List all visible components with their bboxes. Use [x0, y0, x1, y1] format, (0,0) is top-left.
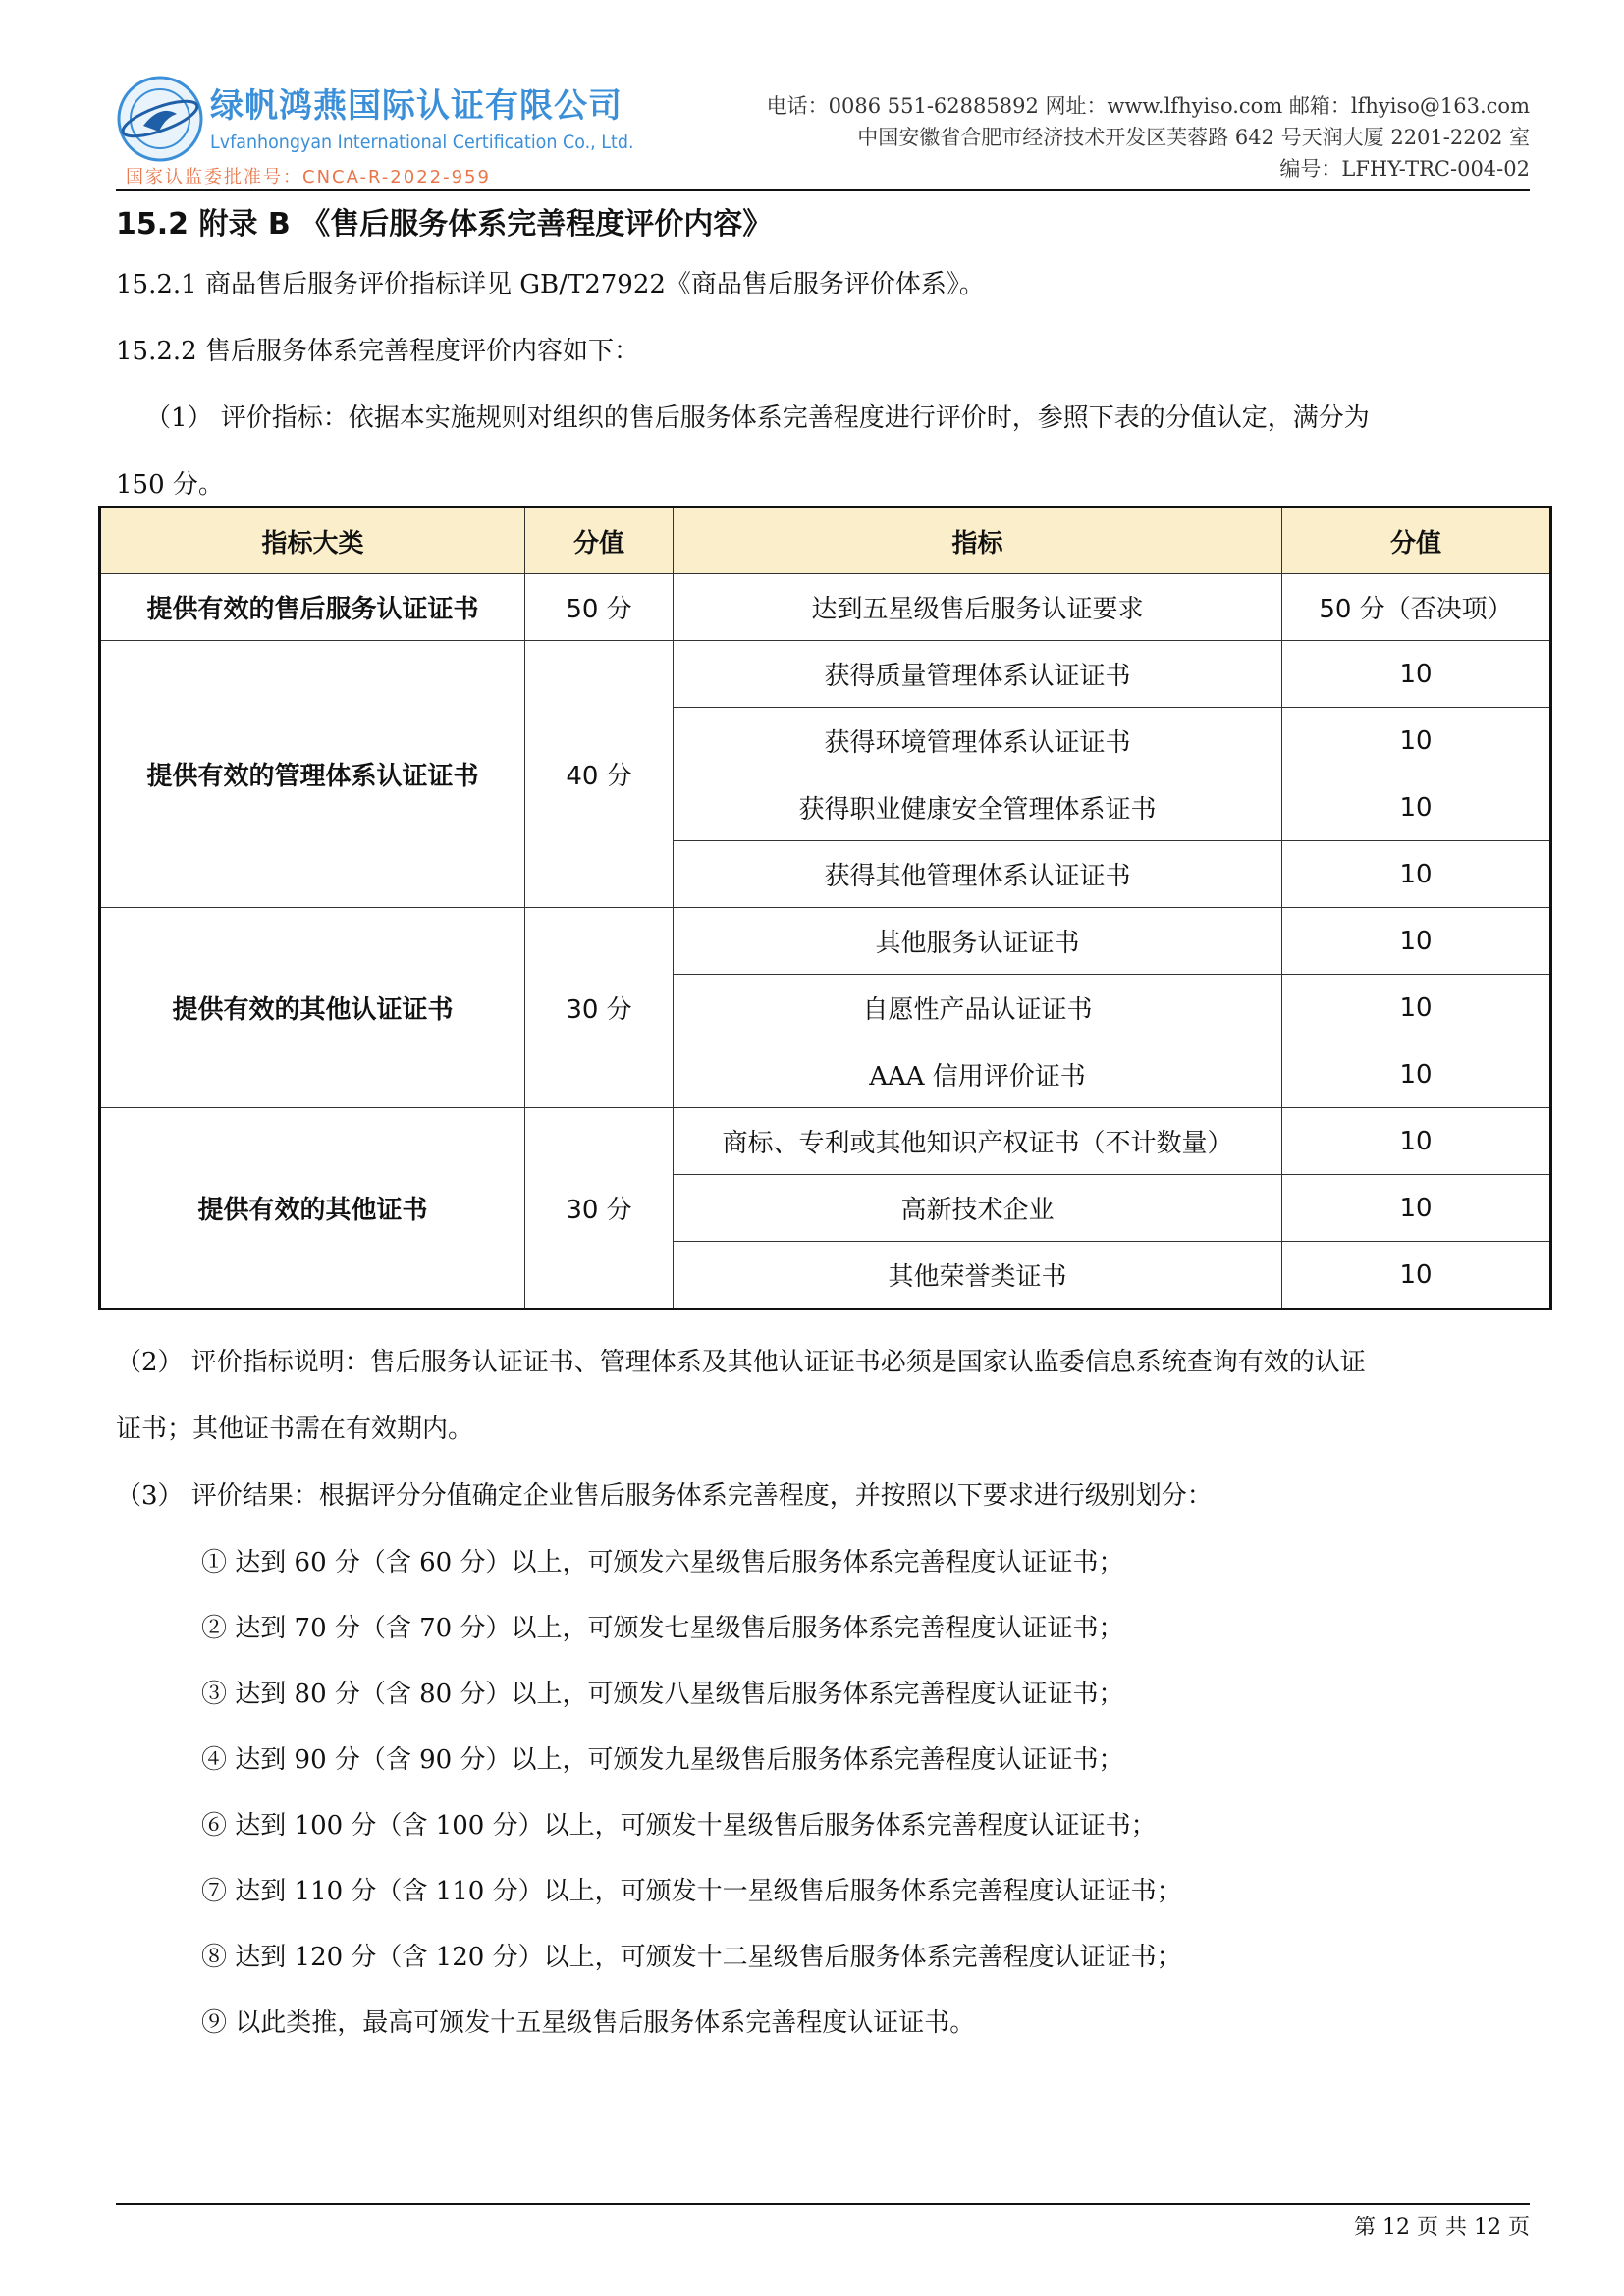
header-category-score: 分值: [525, 507, 674, 574]
paragraph-evaluation-index-cont: 150 分。: [116, 470, 224, 500]
item-score-cell: 10: [1282, 641, 1551, 708]
category-score-cell: 30 分: [525, 908, 674, 1108]
company-logo-icon: [116, 75, 204, 163]
table-row: [100, 641, 1551, 708]
category-score-cell: 30 分: [525, 1108, 674, 1309]
company-name-en: Lvfanhongyan International Certification Co., Ltd.: [210, 132, 634, 153]
header-category: 指标大类: [100, 507, 525, 574]
item-cell: 获得质量管理体系认证证书: [674, 641, 1282, 708]
item-score-cell: 10: [1282, 908, 1551, 975]
item-score-cell: 10: [1282, 975, 1551, 1041]
list-item: ⑦ 达到 110 分（含 110 分）以上，可颁发十一星级售后服务体系完善程度认证证书；: [201, 1877, 1182, 1906]
item-score-cell: 10: [1282, 708, 1551, 774]
paragraph-15-2-2: 15.2.2 售后服务体系完善程度评价内容如下：: [116, 337, 639, 366]
table-row: [100, 574, 1551, 641]
footer-divider: [116, 2203, 1530, 2205]
approval-number: 国家认监委批准号：CNCA-R-2022-959: [126, 167, 491, 187]
category-score-cell: 40 分: [525, 641, 674, 908]
item-score-cell: 10: [1282, 1108, 1551, 1175]
item-cell: 获得环境管理体系认证证书: [674, 708, 1282, 774]
header-item: 指标: [674, 507, 1282, 574]
paragraph-15-2-1: 15.2.1 商品售后服务评价指标详见 GB/T27922《商品售后服务评价体系》。: [116, 270, 985, 299]
item-score-cell: 10: [1282, 1175, 1551, 1242]
item-cell: 达到五星级售后服务认证要求: [674, 574, 1282, 641]
item-cell: 高新技术企业: [674, 1175, 1282, 1242]
category-cell: 提供有效的售后服务认证证书: [100, 574, 525, 641]
company-address: 中国安徽省合肥市经济技术开发区芙蓉路 642 号天润大厦 2201-2202 室: [857, 126, 1530, 149]
header-item-score: 分值: [1282, 507, 1551, 574]
list-item: ⑨ 以此类推，最高可颁发十五星级售后服务体系完善程度认证证书。: [201, 2008, 976, 2038]
header-divider: [116, 189, 1530, 191]
item-cell: 其他荣誉类证书: [674, 1242, 1282, 1309]
item-cell: AAA 信用评价证书: [674, 1041, 1282, 1108]
table-header-row: [100, 507, 1551, 574]
score-table: [98, 506, 1552, 1310]
item-score-cell: 10: [1282, 774, 1551, 841]
list-item: ③ 达到 80 分（含 80 分）以上，可颁发八星级售后服务体系完善程度认证证书；: [201, 1680, 1124, 1709]
item-score-cell: 50 分（否决项）: [1282, 574, 1551, 641]
paragraph-index-explanation: （2） 评价指标说明：售后服务认证证书、管理体系及其他认证证书必须是国家认监委信息系统查询有效的认证: [116, 1348, 1366, 1377]
item-score-cell: 10: [1282, 1242, 1551, 1309]
category-cell: 提供有效的管理体系认证证书: [100, 641, 525, 908]
table-row: [100, 1108, 1551, 1175]
item-cell: 获得其他管理体系认证证书: [674, 841, 1282, 908]
section-title: 15.2 附录 B 《售后服务体系完善程度评价内容》: [116, 207, 773, 241]
category-cell: 提供有效的其他证书: [100, 1108, 525, 1309]
document-number: 编号：LFHY-TRC-004-02: [1279, 157, 1530, 181]
list-item: ① 达到 60 分（含 60 分）以上，可颁发六星级售后服务体系完善程度认证证书；: [201, 1548, 1124, 1577]
category-cell: 提供有效的其他认证证书: [100, 908, 525, 1108]
paragraph-evaluation-result: （3） 评价结果：根据评分分值确定企业售后服务体系完善程度，并按照以下要求进行级别划分：: [116, 1481, 1213, 1511]
item-cell: 自愿性产品认证证书: [674, 975, 1282, 1041]
item-cell: 商标、专利或其他知识产权证书（不计数量）: [674, 1108, 1282, 1175]
item-cell: 其他服务认证证书: [674, 908, 1282, 975]
item-cell: 获得职业健康安全管理体系证书: [674, 774, 1282, 841]
page-header: [116, 69, 1530, 188]
table-row: [100, 908, 1551, 975]
list-item: ⑥ 达到 100 分（含 100 分）以上，可颁发十星级售后服务体系完善程度认证证书；: [201, 1811, 1157, 1841]
paragraph-index-explanation-cont: 证书；其他证书需在有效期内。: [116, 1415, 474, 1444]
item-score-cell: 10: [1282, 1041, 1551, 1108]
list-item: ④ 达到 90 分（含 90 分）以上，可颁发九星级售后服务体系完善程度认证证书；: [201, 1745, 1124, 1775]
company-name-cn: 绿帆鸿燕国际认证有限公司: [210, 86, 623, 126]
list-item: ⑧ 达到 120 分（含 120 分）以上，可颁发十二星级售后服务体系完善程度认证证书；: [201, 1943, 1182, 1972]
paragraph-evaluation-index: （1） 评价指标：依据本实施规则对组织的售后服务体系完善程度进行评价时，参照下表的分值认定，满分为: [145, 403, 1370, 433]
contact-info: 电话：0086 551-62885892 网址：www.lfhyiso.com 邮箱：lfhyiso@163.com: [766, 94, 1530, 118]
page-number: 第 12 页 共 12 页: [1354, 2216, 1530, 2240]
category-score-cell: 50 分: [525, 574, 674, 641]
item-score-cell: 10: [1282, 841, 1551, 908]
list-item: ② 达到 70 分（含 70 分）以上，可颁发七星级售后服务体系完善程度认证证书；: [201, 1614, 1124, 1643]
